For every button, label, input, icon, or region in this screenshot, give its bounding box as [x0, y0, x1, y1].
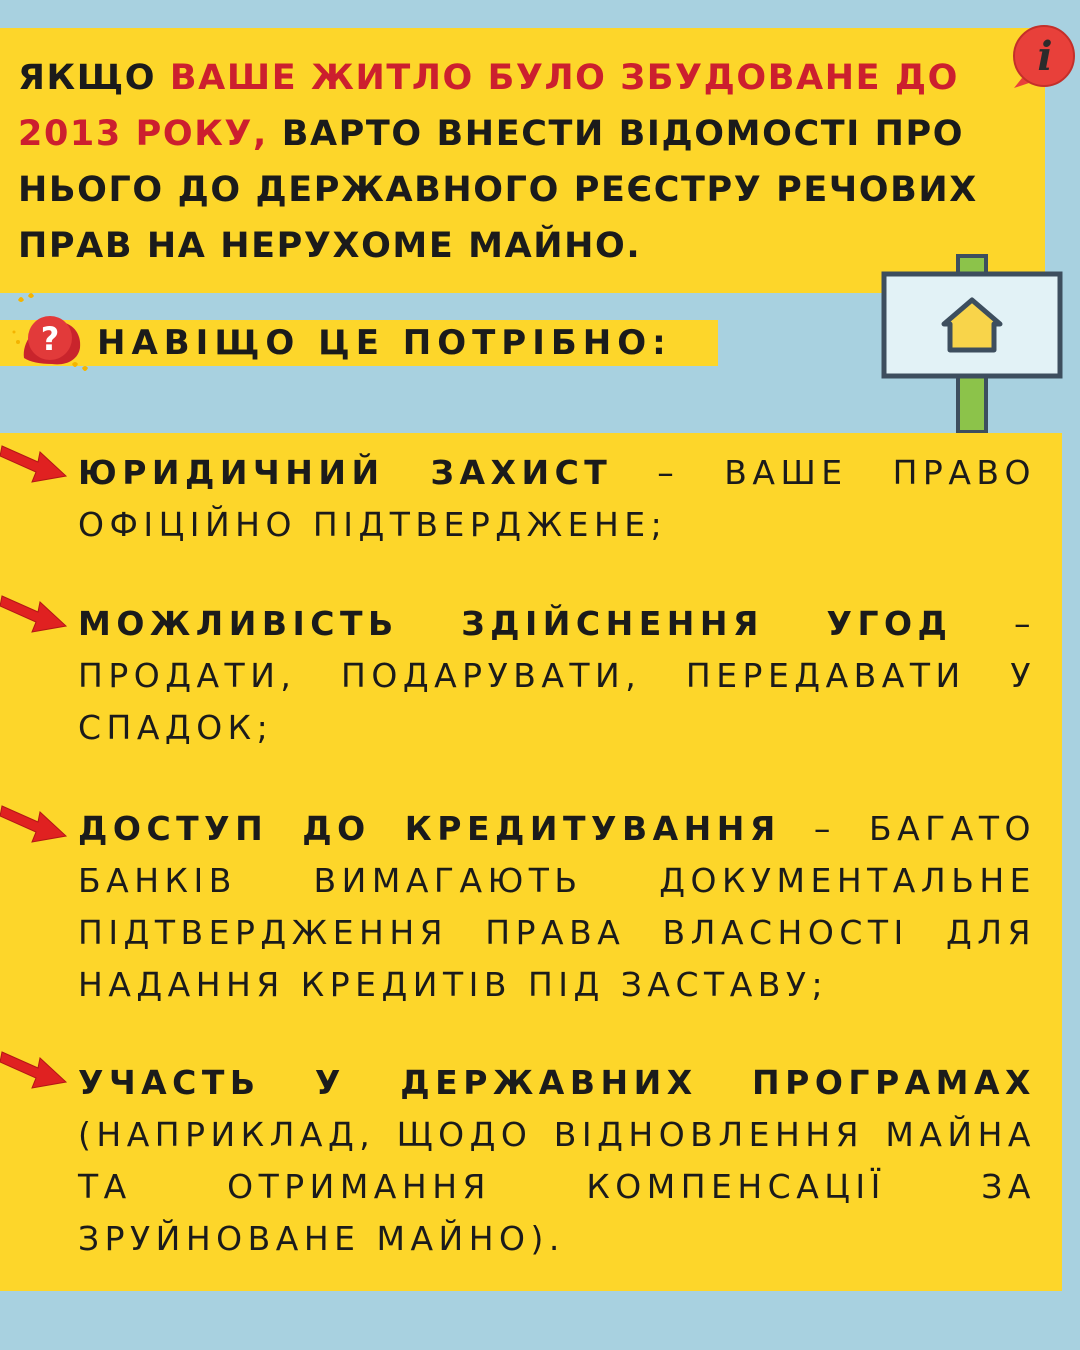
- benefit-item-2: МОЖЛИВІСТЬ ЗДІЙСНЕННЯ УГОД – ПРОДАТИ, ПОДАРУВАТИ, ПЕРЕДАВАТИ У СПАДОК;: [78, 604, 1037, 747]
- benefit-item-3: ДОСТУП ДО КРЕДИТУВАННЯ – БАГАТО БАНКІВ ВИМАГАЮТЬ ДОКУМЕНТАЛЬНЕ ПІДТВЕРДЖЕННЯ ПРАВА ВЛАСНОСТІ ДЛЯ НАДАННЯ КРЕДИТІВ ПІД ЗАСТАВУ;: [78, 809, 1036, 1004]
- benefit-item-4: [78, 1057, 1036, 1265]
- red-arrow-icon: [0, 586, 70, 636]
- benefit-term: МОЖЛИВІСТЬ ЗДІЙСНЕННЯ УГОД: [78, 604, 953, 643]
- red-arrow-icon: [0, 1042, 70, 1092]
- benefit-desc: (НАПРИКЛАД, ЩОДО ВІДНОВЛЕННЯ МАЙНА ТА ОТРИМАННЯ КОМПЕНСАЦІЇ ЗА ЗРУЙНОВАНЕ МАЙНО).: [78, 1115, 1036, 1258]
- info-badge-icon: [1008, 22, 1078, 92]
- benefit-desc: ВАШЕ ПРАВО ОФІЦІЙНО ПІДТВЕРДЖЕНЕ;: [78, 453, 1037, 544]
- benefit-term: ЮРИДИЧНИЙ ЗАХИСТ: [78, 453, 613, 492]
- svg-text:i: i: [1037, 33, 1053, 80]
- red-arrow-icon: [0, 436, 70, 486]
- intro-text: [18, 50, 1028, 274]
- svg-text:?: ?: [40, 320, 60, 358]
- benefit-item-1: ЮРИДИЧНИЙ ЗАХИСТ – ВАШЕ ПРАВО ОФІЦІЙНО ПІДТВЕРДЖЕНЕ;: [78, 453, 1037, 544]
- intro-highlight: ВАШЕ ЖИТЛО БУЛО ЗБУДОВАНЕ ДО 2013 РОКУ,: [18, 58, 960, 154]
- section-title: НАВІЩО ЦЕ ПОТРІБНО:: [97, 323, 672, 363]
- benefit-desc: ПРОДАТИ, ПОДАРУВАТИ, ПЕРЕДАВАТИ У СПАДОК;: [78, 656, 1036, 747]
- intro-after: ВАРТО ВНЕСТИ ВІДОМОСТІ ПРО НЬОГО ДО ДЕРЖАВНОГО РЕЄСТРУ РЕЧОВИХ ПРАВ НА НЕРУХОМЕ МАЙНО.: [18, 114, 978, 266]
- red-arrow-icon: [0, 796, 70, 846]
- benefit-term: ДОСТУП ДО КРЕДИТУВАННЯ: [78, 809, 781, 848]
- house-sign-icon: [880, 252, 1065, 437]
- benefit-desc: БАГАТО БАНКІВ ВИМАГАЮТЬ ДОКУМЕНТАЛЬНЕ ПІДТВЕРДЖЕННЯ ПРАВА ВЛАСНОСТІ ДЛЯ НАДАННЯ КРЕДИТІВ ПІД ЗАСТАВУ;: [78, 809, 1036, 1004]
- question-mark-icon: [10, 292, 100, 382]
- benefit-term: УЧАСТЬ У ДЕРЖАВНИХ ПРОГРАМАХ: [78, 1063, 1036, 1102]
- intro-before: ЯКЩО: [18, 58, 170, 98]
